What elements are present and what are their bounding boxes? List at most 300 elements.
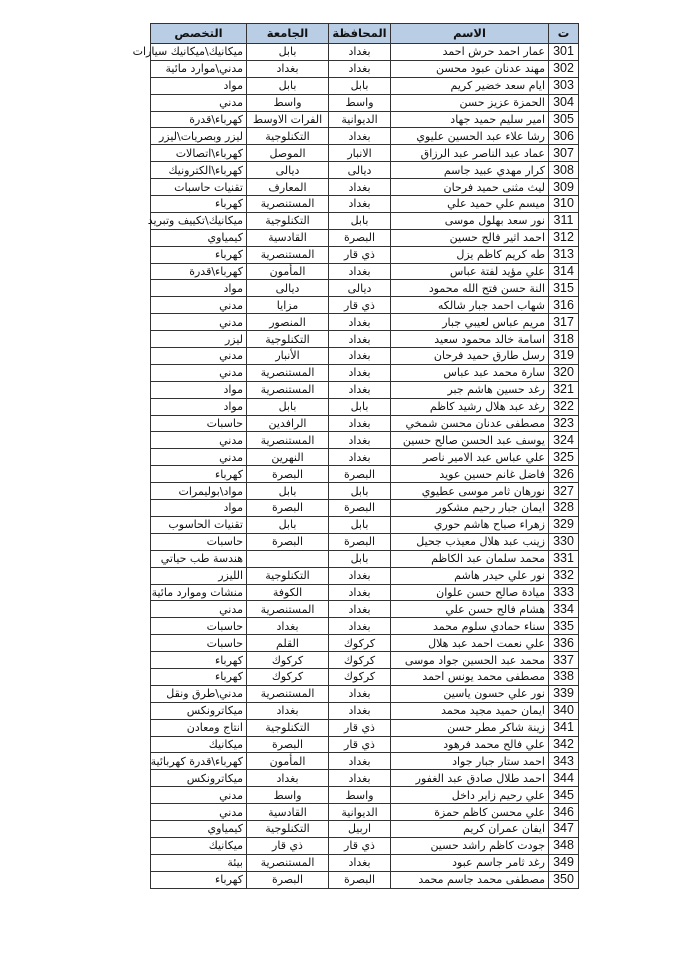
row-name: امير سليم حميد جهاد <box>391 111 549 128</box>
row-name: عمار احمد حرش احمد <box>391 44 549 61</box>
row-governorate: بغداد <box>329 364 391 381</box>
row-number: 330 <box>549 533 579 550</box>
row-number: 325 <box>549 449 579 466</box>
row-name: مصطفى محمد جاسم محمد <box>391 871 549 888</box>
row-governorate: بابل <box>329 398 391 415</box>
row-number: 309 <box>549 179 579 196</box>
row-number: 336 <box>549 635 579 652</box>
row-specialization: كيمياوي <box>151 229 247 246</box>
row-number: 311 <box>549 212 579 229</box>
row-governorate: بغداد <box>329 128 391 145</box>
row-name: مريم عباس لعيبي جبار <box>391 314 549 331</box>
table-row <box>151 516 579 533</box>
table-row <box>151 685 579 702</box>
table-row <box>151 753 579 770</box>
row-name: طه كريم كاظم يزل <box>391 246 549 263</box>
row-name: علي فالح محمد فرهود <box>391 736 549 753</box>
row-university: التكنلوجية <box>247 719 329 736</box>
row-name: ايفان عمران كريم <box>391 820 549 837</box>
row-specialization: مواد <box>151 280 247 297</box>
row-university: المستنصرية <box>247 432 329 449</box>
row-specialization: كهرباء <box>151 652 247 669</box>
row-number: 346 <box>549 804 579 821</box>
row-specialization: كهرباء <box>151 246 247 263</box>
row-university: البصرة <box>247 871 329 888</box>
row-university: النهرين <box>247 449 329 466</box>
row-governorate: ديالى <box>329 162 391 179</box>
row-specialization: ميكاترونكس <box>151 702 247 719</box>
row-governorate: بغداد <box>329 381 391 398</box>
row-number: 304 <box>549 94 579 111</box>
table-row <box>151 668 579 685</box>
row-specialization: مدني <box>151 601 247 618</box>
table-row <box>151 820 579 837</box>
row-number: 343 <box>549 753 579 770</box>
table-row <box>151 297 579 314</box>
table-row <box>151 94 579 111</box>
row-name: احمد طلال صادق عبد الغفور <box>391 770 549 787</box>
row-specialization: مواد <box>151 77 247 94</box>
row-governorate: الديوانية <box>329 804 391 821</box>
row-university: البصرة <box>247 736 329 753</box>
row-governorate: بغداد <box>329 348 391 365</box>
row-specialization: مدني <box>151 314 247 331</box>
row-specialization: حاسبات <box>151 618 247 635</box>
row-number: 344 <box>549 770 579 787</box>
row-name: رشا علاء عبد الحسين عليوي <box>391 128 549 145</box>
row-governorate: ذي قار <box>329 297 391 314</box>
row-university: المستنصرية <box>247 246 329 263</box>
row-name: علي مؤيد لفتة عباس <box>391 263 549 280</box>
row-number: 316 <box>549 297 579 314</box>
table-row <box>151 449 579 466</box>
row-number: 306 <box>549 128 579 145</box>
table-row <box>151 837 579 854</box>
row-name: ايام سعد خضير كريم <box>391 77 549 94</box>
row-governorate: بابل <box>329 77 391 94</box>
row-governorate: بغداد <box>329 618 391 635</box>
row-governorate: ذي قار <box>329 736 391 753</box>
row-university: المأمون <box>247 753 329 770</box>
row-specialization: كهرباء\قدرة كهربائية <box>151 753 247 770</box>
row-name: كرار مهدي عبيد جاسم <box>391 162 549 179</box>
row-name: فاضل غانم حسين عويد <box>391 466 549 483</box>
row-number: 327 <box>549 483 579 500</box>
row-specialization: ليزر وبصريات\ليزر <box>151 128 247 145</box>
row-number: 302 <box>549 60 579 77</box>
row-number: 317 <box>549 314 579 331</box>
row-name: نور علي حسون ياسين <box>391 685 549 702</box>
row-number: 349 <box>549 854 579 871</box>
table-row <box>151 314 579 331</box>
row-name: علي رحيم زاير داخل <box>391 787 549 804</box>
row-number: 328 <box>549 500 579 517</box>
row-governorate: واسط <box>329 787 391 804</box>
row-university: بغداد <box>247 702 329 719</box>
row-university: مزايا <box>247 297 329 314</box>
header-number: ت <box>549 24 579 44</box>
table-row <box>151 770 579 787</box>
table-row <box>151 787 579 804</box>
row-number: 301 <box>549 44 579 61</box>
row-university <box>247 550 329 567</box>
row-name: رغد عبد هلال رشيد كاظم <box>391 398 549 415</box>
row-name: مصطفى محمد يونس احمد <box>391 668 549 685</box>
row-number: 337 <box>549 652 579 669</box>
row-governorate: بابل <box>329 550 391 567</box>
row-name: النة حسن فتح الله محمود <box>391 280 549 297</box>
row-specialization: ليزر <box>151 331 247 348</box>
row-name: علي نعمت احمد عبد هلال <box>391 635 549 652</box>
row-university: بابل <box>247 77 329 94</box>
row-specialization: مدني <box>151 364 247 381</box>
row-university: كركوك <box>247 652 329 669</box>
row-governorate: بغداد <box>329 685 391 702</box>
row-governorate: الديوانية <box>329 111 391 128</box>
row-governorate: بغداد <box>329 432 391 449</box>
table-row <box>151 179 579 196</box>
students-table <box>132 23 579 889</box>
row-specialization: ميكانيك <box>151 837 247 854</box>
table-row <box>151 618 579 635</box>
row-university: بابل <box>247 44 329 61</box>
row-name: جودت كاظم راشد حسين <box>391 837 549 854</box>
row-name: رسل طارق حميد فرحان <box>391 348 549 365</box>
row-university: واسط <box>247 787 329 804</box>
row-governorate: بغداد <box>329 584 391 601</box>
row-specialization: مدني <box>151 348 247 365</box>
row-governorate: بابل <box>329 212 391 229</box>
row-university: المستنصرية <box>247 381 329 398</box>
row-university: المستنصرية <box>247 364 329 381</box>
row-specialization: كهرباء\قدرة <box>151 263 247 280</box>
row-specialization: ميكاترونكس <box>151 770 247 787</box>
row-university: بغداد <box>247 770 329 787</box>
row-number: 303 <box>549 77 579 94</box>
row-number: 345 <box>549 787 579 804</box>
row-name: زهراء صباح هاشم حوري <box>391 516 549 533</box>
row-governorate: بابل <box>329 516 391 533</box>
table-row <box>151 567 579 584</box>
row-name: زينب عبد هلال معيذب جحيل <box>391 533 549 550</box>
row-university: الموصل <box>247 145 329 162</box>
row-number: 332 <box>549 567 579 584</box>
row-specialization: مدني <box>151 804 247 821</box>
row-governorate: بغداد <box>329 196 391 213</box>
row-university: بغداد <box>247 60 329 77</box>
row-specialization: كهرباء\الكترونيك <box>151 162 247 179</box>
row-governorate: البصرة <box>329 229 391 246</box>
row-specialization: كهرباء <box>151 871 247 888</box>
header-university: الجامعة <box>247 24 329 44</box>
row-specialization: كهرباء\اتصالات <box>151 145 247 162</box>
row-specialization: كهرباء <box>151 668 247 685</box>
row-name: عماد عبد الناصر عبد الرزاق <box>391 145 549 162</box>
table-row <box>151 77 579 94</box>
row-governorate: بغداد <box>329 770 391 787</box>
row-number: 305 <box>549 111 579 128</box>
header-specialization: التخصص <box>151 24 247 44</box>
row-name: رغد ثامر جاسم عبود <box>391 854 549 871</box>
row-name: نور علي حيدر هاشم <box>391 567 549 584</box>
row-number: 318 <box>549 331 579 348</box>
row-university: بابل <box>247 516 329 533</box>
row-university: كركوك <box>247 668 329 685</box>
row-name: رغد حسين هاشم جبر <box>391 381 549 398</box>
table-row <box>151 145 579 162</box>
row-number: 329 <box>549 516 579 533</box>
row-governorate: البصرة <box>329 533 391 550</box>
row-governorate: ذي قار <box>329 837 391 854</box>
row-number: 331 <box>549 550 579 567</box>
row-number: 340 <box>549 702 579 719</box>
row-number: 341 <box>549 719 579 736</box>
table-row <box>151 364 579 381</box>
row-name: سناء حمادي سلوم محمد <box>391 618 549 635</box>
table-row <box>151 533 579 550</box>
row-specialization: كهرباء <box>151 196 247 213</box>
table-header-row <box>151 24 579 44</box>
row-university: ديالى <box>247 162 329 179</box>
row-specialization: حاسبات <box>151 415 247 432</box>
table-row <box>151 854 579 871</box>
row-university: واسط <box>247 94 329 111</box>
table-row <box>151 432 579 449</box>
row-university: المستنصرية <box>247 854 329 871</box>
table-row <box>151 162 579 179</box>
row-specialization: حاسبات <box>151 533 247 550</box>
table-row <box>151 500 579 517</box>
row-university: التكنلوجية <box>247 128 329 145</box>
row-name: مهند عدنان عبود محسن <box>391 60 549 77</box>
row-name: نورهان ثامر موسى عطيوي <box>391 483 549 500</box>
table-row <box>151 196 579 213</box>
row-number: 335 <box>549 618 579 635</box>
row-governorate: ذي قار <box>329 719 391 736</box>
table-row <box>151 635 579 652</box>
row-number: 308 <box>549 162 579 179</box>
row-governorate: بغداد <box>329 854 391 871</box>
row-university: البصرة <box>247 533 329 550</box>
row-university: التكنلوجية <box>247 331 329 348</box>
row-specialization: مواد\بوليمرات <box>151 483 247 500</box>
row-name: علي محسن كاظم حمزة <box>391 804 549 821</box>
row-specialization: مدني <box>151 94 247 111</box>
table-row <box>151 111 579 128</box>
row-governorate: بغداد <box>329 702 391 719</box>
row-university: المأمون <box>247 263 329 280</box>
row-number: 334 <box>549 601 579 618</box>
row-number: 310 <box>549 196 579 213</box>
row-specialization: الليزر <box>151 567 247 584</box>
table-row <box>151 229 579 246</box>
row-specialization: مواد <box>151 500 247 517</box>
row-name: احمد ستار جبار جواد <box>391 753 549 770</box>
row-university: المستنصرية <box>247 685 329 702</box>
row-number: 315 <box>549 280 579 297</box>
row-university: الأنبار <box>247 348 329 365</box>
row-specialization: مدني <box>151 297 247 314</box>
table-row <box>151 415 579 432</box>
row-governorate: بغداد <box>329 263 391 280</box>
row-governorate: واسط <box>329 94 391 111</box>
row-number: 339 <box>549 685 579 702</box>
row-number: 320 <box>549 364 579 381</box>
row-specialization: مواد <box>151 398 247 415</box>
row-number: 348 <box>549 837 579 854</box>
row-specialization: ميكانيك\تكييف وتبريد <box>151 212 247 229</box>
row-governorate: ديالى <box>329 280 391 297</box>
row-name: احمد اثير فالح حسين <box>391 229 549 246</box>
row-name: ميادة صالح حسن علوان <box>391 584 549 601</box>
row-university: التكنلوجية <box>247 820 329 837</box>
row-name: علي عباس عبد الامير ناصر <box>391 449 549 466</box>
table-row <box>151 348 579 365</box>
row-name: ليث مثنى حميد فرحان <box>391 179 549 196</box>
students-table-sheet <box>132 23 578 889</box>
table-row <box>151 736 579 753</box>
row-governorate: كركوك <box>329 668 391 685</box>
row-governorate: بابل <box>329 483 391 500</box>
row-name: اسامة خالد محمود سعيد <box>391 331 549 348</box>
row-name: الحمزة عزيز حسن <box>391 94 549 111</box>
table-row <box>151 550 579 567</box>
row-name: ايمان حميد مجيد محمد <box>391 702 549 719</box>
row-number: 324 <box>549 432 579 449</box>
row-governorate: بغداد <box>329 314 391 331</box>
row-university: القلم <box>247 635 329 652</box>
row-number: 333 <box>549 584 579 601</box>
row-governorate: بغداد <box>329 179 391 196</box>
row-number: 347 <box>549 820 579 837</box>
row-specialization: ميكانيك\ميكانيك سيارات <box>151 44 247 61</box>
row-governorate: اربيل <box>329 820 391 837</box>
row-name: ايمان جبار رحيم مشكور <box>391 500 549 517</box>
table-row <box>151 871 579 888</box>
row-university: المنصور <box>247 314 329 331</box>
row-name: سارة محمد عبد عباس <box>391 364 549 381</box>
row-name: مصطفى عدنان محسن شمخي <box>391 415 549 432</box>
row-specialization: مدني <box>151 787 247 804</box>
row-university: بابل <box>247 398 329 415</box>
table-row <box>151 60 579 77</box>
row-specialization: منشات وموارد مائية <box>151 584 247 601</box>
row-specialization: ميكانيك <box>151 736 247 753</box>
header-governorate: المحافظة <box>329 24 391 44</box>
row-university: القادسية <box>247 229 329 246</box>
table-row <box>151 804 579 821</box>
row-number: 326 <box>549 466 579 483</box>
table-row <box>151 719 579 736</box>
row-specialization: مدني\موارد مائية <box>151 60 247 77</box>
header-name: الاسم <box>391 24 549 44</box>
row-specialization: انتاج ومعادن <box>151 719 247 736</box>
row-governorate: الانبار <box>329 145 391 162</box>
row-name: محمد عبد الحسين جواد موسى <box>391 652 549 669</box>
row-specialization: مواد <box>151 381 247 398</box>
row-governorate: بغداد <box>329 331 391 348</box>
row-governorate: البصرة <box>329 466 391 483</box>
table-row <box>151 398 579 415</box>
row-university: المستنصرية <box>247 601 329 618</box>
table-row <box>151 212 579 229</box>
row-specialization: تقنيات حاسبات <box>151 179 247 196</box>
row-governorate: بغداد <box>329 415 391 432</box>
row-number: 322 <box>549 398 579 415</box>
row-number: 323 <box>549 415 579 432</box>
row-university: القادسية <box>247 804 329 821</box>
row-university: الكوفة <box>247 584 329 601</box>
row-governorate: ذي قار <box>329 246 391 263</box>
row-university: الفرات الاوسط <box>247 111 329 128</box>
row-governorate: البصرة <box>329 500 391 517</box>
row-number: 321 <box>549 381 579 398</box>
row-specialization: كيمياوي <box>151 820 247 837</box>
row-specialization: تقنيات الحاسوب <box>151 516 247 533</box>
table-row <box>151 483 579 500</box>
table-row <box>151 44 579 61</box>
table-row <box>151 381 579 398</box>
row-university: البصرة <box>247 466 329 483</box>
row-number: 338 <box>549 668 579 685</box>
row-governorate: كركوك <box>329 652 391 669</box>
row-governorate: بغداد <box>329 44 391 61</box>
row-specialization: حاسبات <box>151 635 247 652</box>
table-row <box>151 263 579 280</box>
table-row <box>151 128 579 145</box>
row-governorate: بغداد <box>329 60 391 77</box>
table-row <box>151 601 579 618</box>
table-row <box>151 652 579 669</box>
row-number: 350 <box>549 871 579 888</box>
row-governorate: بغداد <box>329 601 391 618</box>
row-specialization: هندسة طب حياتي <box>151 550 247 567</box>
row-specialization: مدني\طرق ونقل <box>151 685 247 702</box>
row-university: بغداد <box>247 618 329 635</box>
table-row <box>151 702 579 719</box>
table-row <box>151 584 579 601</box>
row-name: نور سعد بهلول موسى <box>391 212 549 229</box>
row-name: زينة شاكر مطر حسن <box>391 719 549 736</box>
row-specialization: مدني <box>151 432 247 449</box>
row-specialization: كهرباء\قدرة <box>151 111 247 128</box>
row-university: التكنلوجية <box>247 212 329 229</box>
row-university: الرافدين <box>247 415 329 432</box>
table-row <box>151 331 579 348</box>
row-number: 312 <box>549 229 579 246</box>
row-name: يوسف عبد الحسن صالح حسين <box>391 432 549 449</box>
row-university: ذي قار <box>247 837 329 854</box>
row-governorate: بغداد <box>329 567 391 584</box>
row-governorate: البصرة <box>329 871 391 888</box>
row-governorate: بغداد <box>329 753 391 770</box>
row-name: ميسم علي حميد علي <box>391 196 549 213</box>
row-number: 342 <box>549 736 579 753</box>
row-number: 319 <box>549 348 579 365</box>
row-number: 314 <box>549 263 579 280</box>
table-row <box>151 280 579 297</box>
row-specialization: كهرباء <box>151 466 247 483</box>
table-row <box>151 466 579 483</box>
row-name: محمد سلمان عبد الكاظم <box>391 550 549 567</box>
row-name: شهاب احمد جبار شالكه <box>391 297 549 314</box>
row-university: البصرة <box>247 500 329 517</box>
row-name: هشام فالح حسن علي <box>391 601 549 618</box>
row-university: ديالى <box>247 280 329 297</box>
row-university: المعارف <box>247 179 329 196</box>
row-governorate: كركوك <box>329 635 391 652</box>
table-row <box>151 246 579 263</box>
